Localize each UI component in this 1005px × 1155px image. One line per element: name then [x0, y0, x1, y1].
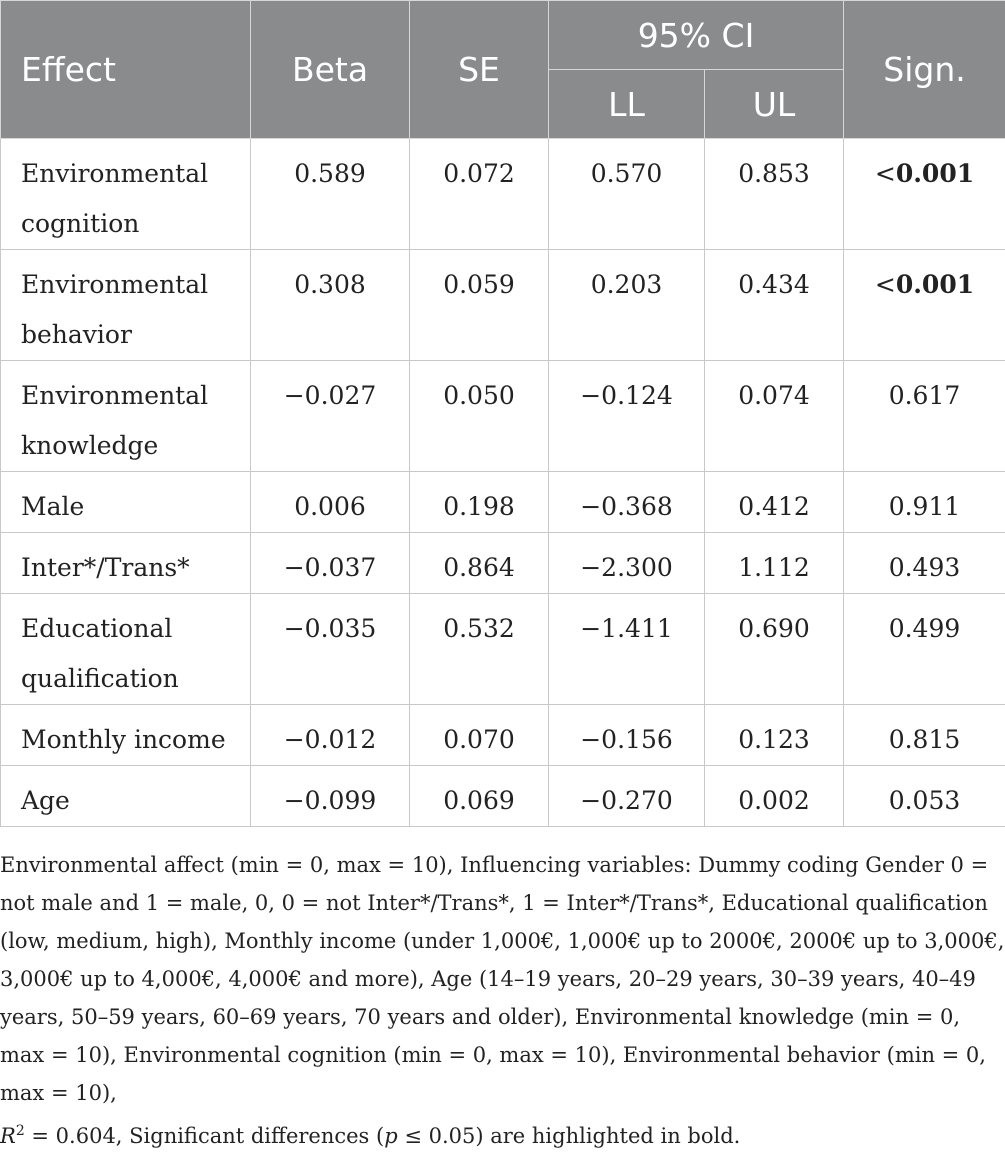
cell-effect	[1, 361, 251, 472]
table-body	[1, 139, 1005, 827]
cell-effect	[1, 705, 251, 766]
cell-effect	[1, 766, 251, 827]
cell-beta: −0.035	[251, 594, 410, 705]
r2-value: = 0.604, Significant differences (	[25, 1124, 384, 1148]
effect-line: Male	[21, 492, 84, 521]
footnote-tail: ≤ 0.05) are highlighted in bold.	[398, 1124, 741, 1148]
effect-line: Monthly income	[21, 725, 226, 754]
effect-line: behavior	[21, 320, 132, 349]
r2-exponent: 2	[16, 1123, 25, 1139]
cell-se: 0.070	[410, 705, 549, 766]
effect-line: qualification	[21, 664, 179, 693]
cell-ll: −0.156	[549, 705, 705, 766]
header-effect: Effect	[1, 1, 251, 139]
cell-ll: −1.411	[549, 594, 705, 705]
cell-se: 0.532	[410, 594, 549, 705]
cell-beta: −0.012	[251, 705, 410, 766]
cell-ll: −2.300	[549, 533, 705, 594]
cell-se: 0.050	[410, 361, 549, 472]
sign-prefix: <	[875, 159, 896, 188]
header-ul: UL	[705, 70, 844, 139]
cell-effect	[1, 139, 251, 250]
cell-sign	[844, 594, 1005, 705]
effect-line: cognition	[21, 209, 139, 238]
sign-value: 0.001	[896, 270, 974, 299]
table-row	[1, 705, 1005, 766]
cell-se: 0.198	[410, 472, 549, 533]
effect-line: Environmental	[21, 381, 208, 410]
sign-prefix: <	[875, 270, 896, 299]
effect-line: Inter*/Trans*	[21, 553, 190, 582]
cell-ll: 0.203	[549, 250, 705, 361]
cell-ul: 0.002	[705, 766, 844, 827]
effect-line: Environmental	[21, 159, 208, 188]
cell-ll: −0.124	[549, 361, 705, 472]
cell-sign	[844, 705, 1005, 766]
sign-value: 0.001	[896, 159, 974, 188]
effect-line: Environmental	[21, 270, 208, 299]
header-beta: Beta	[251, 1, 410, 139]
cell-beta: 0.308	[251, 250, 410, 361]
cell-se: 0.072	[410, 139, 549, 250]
cell-sign	[844, 361, 1005, 472]
cell-sign	[844, 472, 1005, 533]
cell-effect	[1, 250, 251, 361]
cell-sign	[844, 533, 1005, 594]
sign-value: 0.911	[889, 492, 961, 521]
cell-ll: 0.570	[549, 139, 705, 250]
cell-sign	[844, 250, 1005, 361]
table-row	[1, 361, 1005, 472]
cell-se: 0.864	[410, 533, 549, 594]
sign-value: 0.815	[889, 725, 961, 754]
header-se: SE	[410, 1, 549, 139]
cell-se: 0.059	[410, 250, 549, 361]
sign-value: 0.617	[889, 381, 961, 410]
cell-ul: 0.853	[705, 139, 844, 250]
cell-ll: −0.270	[549, 766, 705, 827]
header-ll: LL	[549, 70, 705, 139]
cell-sign	[844, 139, 1005, 250]
header-ci: 95% CI	[549, 1, 844, 70]
cell-beta: 0.006	[251, 472, 410, 533]
cell-se: 0.069	[410, 766, 549, 827]
cell-beta: −0.027	[251, 361, 410, 472]
table-row	[1, 594, 1005, 705]
cell-beta: −0.037	[251, 533, 410, 594]
effect-line: Age	[21, 786, 70, 815]
p-symbol: p	[384, 1124, 397, 1148]
table-footnote	[0, 846, 1005, 1155]
cell-effect	[1, 594, 251, 705]
cell-effect	[1, 533, 251, 594]
sign-value: 0.053	[889, 786, 961, 815]
sign-value: 0.493	[889, 553, 961, 582]
table-row	[1, 472, 1005, 533]
table-row	[1, 766, 1005, 827]
cell-ul: 0.434	[705, 250, 844, 361]
header-sign: Sign.	[844, 1, 1005, 139]
table-row	[1, 250, 1005, 361]
cell-ul: 0.412	[705, 472, 844, 533]
cell-ul: 1.112	[705, 533, 844, 594]
table-row	[1, 139, 1005, 250]
footnote-main: Environmental affect (min = 0, max = 10), Influencing variables: Dummy coding Gender 0 = not male and 1 = male, 0, 0 = not Inter*/Trans*, 1 = Inter*/Trans*, Educational qualification (low, medium, high), Monthly income (under 1,000€, 1,000€ up to 2000€, 2000€ up to 3,000€, 3,000€ up to 4,000€, 4,000€ and more), Age (14–19 years, 20–29 years, 30–39 years, 40–49 years, 50–59 years, 60–69 years, 70 years and older), Environmental knowledge (min = 0, max = 10), Environmental cognition (min = 0, max = 10), Environmental behavior (min = 0, max = 10),	[0, 853, 1004, 1105]
r2-symbol: R	[0, 1124, 16, 1148]
sign-value: 0.499	[889, 614, 961, 643]
effect-line: Educational	[21, 614, 172, 643]
effect-line: knowledge	[21, 431, 158, 460]
cell-effect	[1, 472, 251, 533]
cell-ll: −0.368	[549, 472, 705, 533]
cell-beta: −0.099	[251, 766, 410, 827]
cell-beta: 0.589	[251, 139, 410, 250]
cell-ul: 0.074	[705, 361, 844, 472]
cell-ul: 0.690	[705, 594, 844, 705]
cell-sign	[844, 766, 1005, 827]
table-row	[1, 533, 1005, 594]
cell-ul: 0.123	[705, 705, 844, 766]
